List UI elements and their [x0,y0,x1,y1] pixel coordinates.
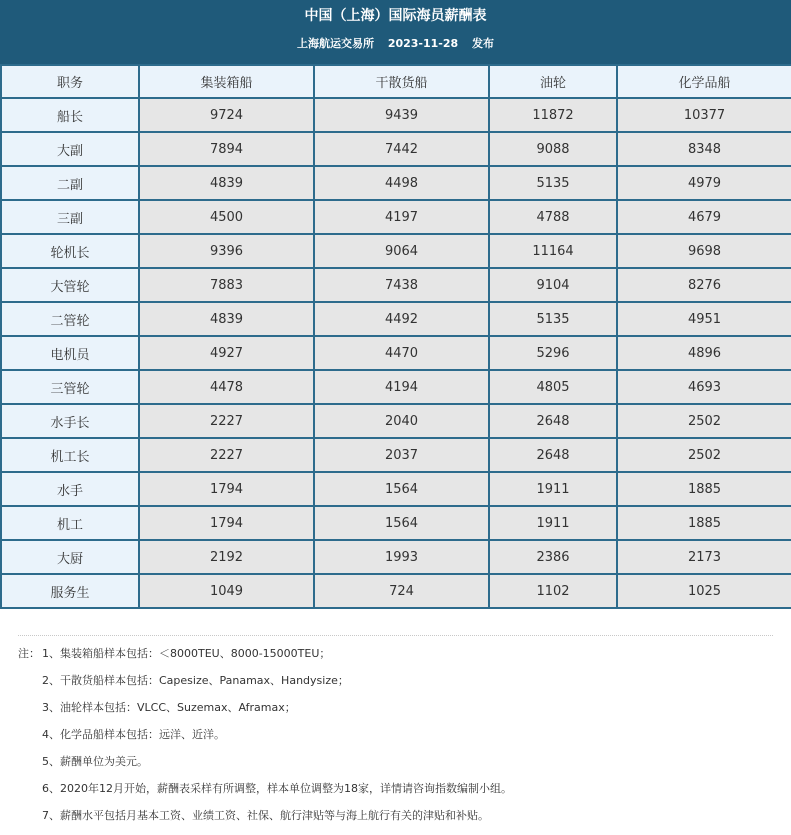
salary-cell: 4788 [489,200,617,234]
salary-cell: 2040 [314,404,489,438]
salary-cell: 7894 [139,132,314,166]
role-cell: 水手长 [1,404,139,438]
salary-cell: 2037 [314,438,489,472]
salary-cell: 1102 [489,574,617,608]
salary-cell: 1564 [314,472,489,506]
page-title: 中国（上海）国际海员薪酬表 [304,8,487,24]
role-cell: 水手 [1,472,139,506]
role-cell: 二副 [1,166,139,200]
salary-cell: 9088 [489,132,617,166]
table-header-row [1,65,791,98]
salary-cell: 8276 [617,268,791,302]
table-row [1,336,791,370]
role-cell: 大副 [1,132,139,166]
note-item: 5、薪酬单位为美元。 [42,755,148,768]
table-row [1,540,791,574]
salary-cell: 9724 [139,98,314,132]
table-row [1,574,791,608]
publish-info [0,37,791,51]
role-cell: 大管轮 [1,268,139,302]
salary-cell: 4927 [139,336,314,370]
salary-cell: 2386 [489,540,617,574]
salary-cell: 1885 [617,506,791,540]
salary-cell: 9439 [314,98,489,132]
salary-cell: 4470 [314,336,489,370]
salary-cell: 1794 [139,472,314,506]
salary-cell: 5296 [489,336,617,370]
salary-cell: 2648 [489,438,617,472]
note-item: 2、干散货船样本包括：Capesize、Panamax、Handysize； [42,674,349,687]
salary-cell: 2227 [139,438,314,472]
role-cell: 轮机长 [1,234,139,268]
column-header-tanker: 油轮 [489,65,617,98]
note-item: 3、油轮样本包括：VLCC、Suzemax、Aframax； [42,701,296,714]
publish-label: 发布 [472,37,495,50]
role-cell: 机工长 [1,438,139,472]
table-row [1,370,791,404]
salary-cell: 11164 [489,234,617,268]
salary-cell: 4492 [314,302,489,336]
table-row [1,472,791,506]
role-cell: 服务生 [1,574,139,608]
salary-cell: 4805 [489,370,617,404]
salary-cell: 1993 [314,540,489,574]
salary-cell: 4500 [139,200,314,234]
salary-cell: 724 [314,574,489,608]
salary-cell: 4896 [617,336,791,370]
salary-cell: 4839 [139,302,314,336]
salary-cell: 2227 [139,404,314,438]
salary-cell: 2502 [617,438,791,472]
role-cell: 二管轮 [1,302,139,336]
salary-cell: 4679 [617,200,791,234]
table-row [1,98,791,132]
salary-cell: 5135 [489,166,617,200]
salary-cell: 4197 [314,200,489,234]
salary-cell: 4478 [139,370,314,404]
salary-cell: 4839 [139,166,314,200]
salary-cell: 2173 [617,540,791,574]
salary-cell: 1911 [489,506,617,540]
table-row [1,234,791,268]
salary-cell: 4693 [617,370,791,404]
role-cell: 电机员 [1,336,139,370]
note-item: 注： 1、集装箱船样本包括：＜8000TEU、8000-15000TEU； [18,640,773,667]
salary-cell: 1049 [139,574,314,608]
note-prefix: 注： [18,647,40,660]
role-cell: 大厨 [1,540,139,574]
column-header-bulk: 干散货船 [314,65,489,98]
table-row [1,200,791,234]
salary-cell: 1911 [489,472,617,506]
publisher: 上海航运交易所 [296,37,374,50]
table-row [1,166,791,200]
note-item: 7、薪酬水平包括月基本工资、业绩工资、社保、航行津贴等与海上航行有关的津贴和补贴。 [42,809,489,822]
column-header-role: 职务 [1,65,139,98]
column-header-chemical: 化学品船 [617,65,791,98]
salary-cell: 2648 [489,404,617,438]
table-header [0,0,791,64]
table-row [1,404,791,438]
salary-cell: 2502 [617,404,791,438]
salary-cell: 5135 [489,302,617,336]
salary-cell: 9396 [139,234,314,268]
table-row [1,506,791,540]
role-cell: 三副 [1,200,139,234]
note-item: 4、化学品船样本包括：远洋、近洋。 [42,728,225,741]
salary-cell: 1025 [617,574,791,608]
salary-cell: 9698 [617,234,791,268]
table-row [1,132,791,166]
salary-cell: 9104 [489,268,617,302]
table-row [1,302,791,336]
salary-cell: 9064 [314,234,489,268]
salary-cell: 4498 [314,166,489,200]
role-cell: 三管轮 [1,370,139,404]
salary-cell: 11872 [489,98,617,132]
salary-cell: 10377 [617,98,791,132]
salary-cell: 1885 [617,472,791,506]
salary-cell: 4951 [617,302,791,336]
notes-section [18,635,773,829]
salary-cell: 4194 [314,370,489,404]
table-row [1,268,791,302]
salary-table [0,64,791,609]
salary-cell: 7883 [139,268,314,302]
role-cell: 机工 [1,506,139,540]
note-item: 6、2020年12月开始，薪酬表采样有所调整，样本单位调整为18家，详情请咨询指数编制小组。 [42,782,512,795]
salary-cell: 8348 [617,132,791,166]
column-header-container: 集装箱船 [139,65,314,98]
table-row [1,438,791,472]
salary-cell: 4979 [617,166,791,200]
role-cell: 船长 [1,98,139,132]
publish-date: 2023-11-28 [387,37,459,50]
table-body [1,98,791,608]
salary-cell: 2192 [139,540,314,574]
salary-cell: 7442 [314,132,489,166]
salary-cell: 1564 [314,506,489,540]
salary-cell: 7438 [314,268,489,302]
salary-cell: 1794 [139,506,314,540]
